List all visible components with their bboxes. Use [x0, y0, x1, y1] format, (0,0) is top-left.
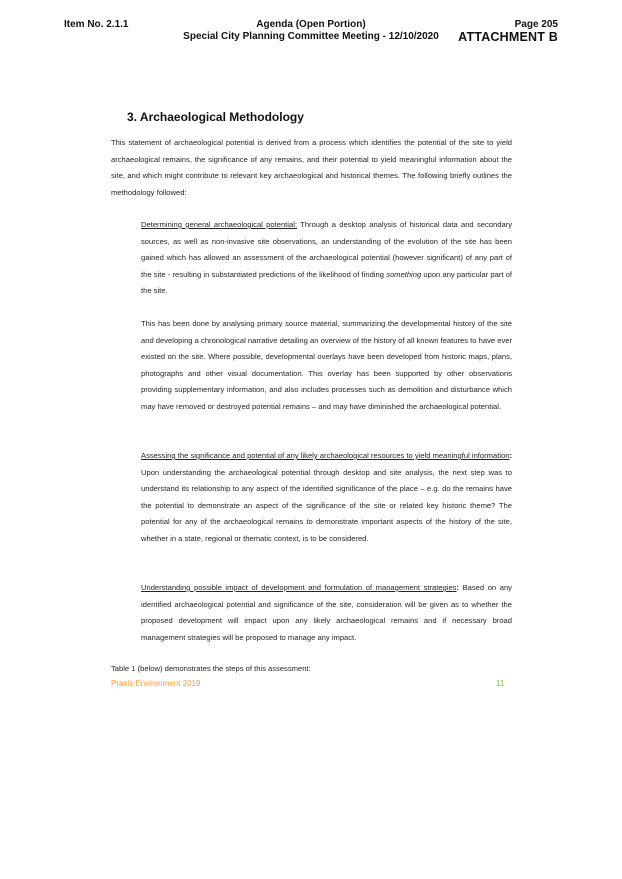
step-1-title: Determining general archaeological potential:	[141, 220, 297, 229]
step-3-title: Understanding possible impact of development and formulation of management strategies	[141, 583, 457, 592]
agenda-title: Agenda (Open Portion)	[256, 19, 366, 30]
step-1-paragraph	[141, 217, 512, 300]
attachment-label: ATTACHMENT B	[458, 30, 558, 44]
step-3-text: Based on any identified archaeological potential and significance of the site, consideration will be given as to whether the proposed development will impact upon any likely archaeological remains and if necessary broad management strategies will be proposed to manage any impact.	[141, 583, 512, 642]
step-3-paragraph	[141, 580, 512, 646]
step-2-title: Assessing the significance and potential of any likely archaeological resources to yield meaningful information	[141, 451, 510, 460]
step-1-italic: something	[386, 269, 422, 279]
intro-paragraph: This statement of archaeological potential is derived from a process which identifies the potential of the site to yield archaeological remains, the significance of any remains, and their potential to yield meaningful information about the site, and which might contribute to relevant key archaeological and historical themes. The following briefly outlines the methodology followed:	[111, 138, 512, 197]
meeting-subtitle: Special City Planning Committee Meeting - 12/10/2020	[183, 31, 439, 42]
section-heading: 3. Archaeological Methodology	[127, 110, 304, 124]
step-1-text-a: Through a desktop analysis of historical data and secondary sources, as well as non-invasive site observations, an understanding of the evolution of the site has been gained which has allowed an assessment of the archaeological potential (however significant) of any part of the site - resulting in substantiated predictions of the likelihood of finding	[141, 220, 512, 279]
page-info	[458, 19, 558, 44]
footer-page-number: 11	[496, 679, 505, 688]
footer-brand: Praxis Environment 2019	[111, 679, 201, 688]
page-number: Page 205	[514, 19, 558, 30]
step-2-colon: :	[509, 451, 512, 460]
step-2-text: Upon understanding the archaeological potential through desktop and site analysis, the next step was to understand its relationship to any aspect of the identified significance of the place – e.g. do the remains have the potential to demonstrate an aspect of the significance of the site or related key historic theme? The potential for any of the archaeological remains to demonstrate important aspects of the history of the site, whether in a state, regional or thematic context, is to be considered.	[141, 467, 512, 543]
step-2-paragraph	[141, 448, 512, 547]
table-note: Table 1 (below) demonstrates the steps of this assessment:	[111, 664, 311, 673]
step-1-text-b: upon any particular part of the site.	[141, 269, 512, 295]
step-1-detail-paragraph: This has been done by analysing primary source material, summarizing the developmental history of the site and developing a chronological narrative detailing an overview of the history of all known features to have ever existed on the site. Where possible, developmental overlays have been developed from historic maps, plans, photographs and other visual documentation. This overlay has been supported by other observations providing supplementary information, and also includes processes such as demolition and disturbance which may have removed or destroyed potential remains – and may have diminished the archaeological potential.	[141, 319, 512, 411]
step-3-colon: :	[456, 583, 460, 592]
item-number: Item No. 2.1.1	[64, 19, 129, 30]
